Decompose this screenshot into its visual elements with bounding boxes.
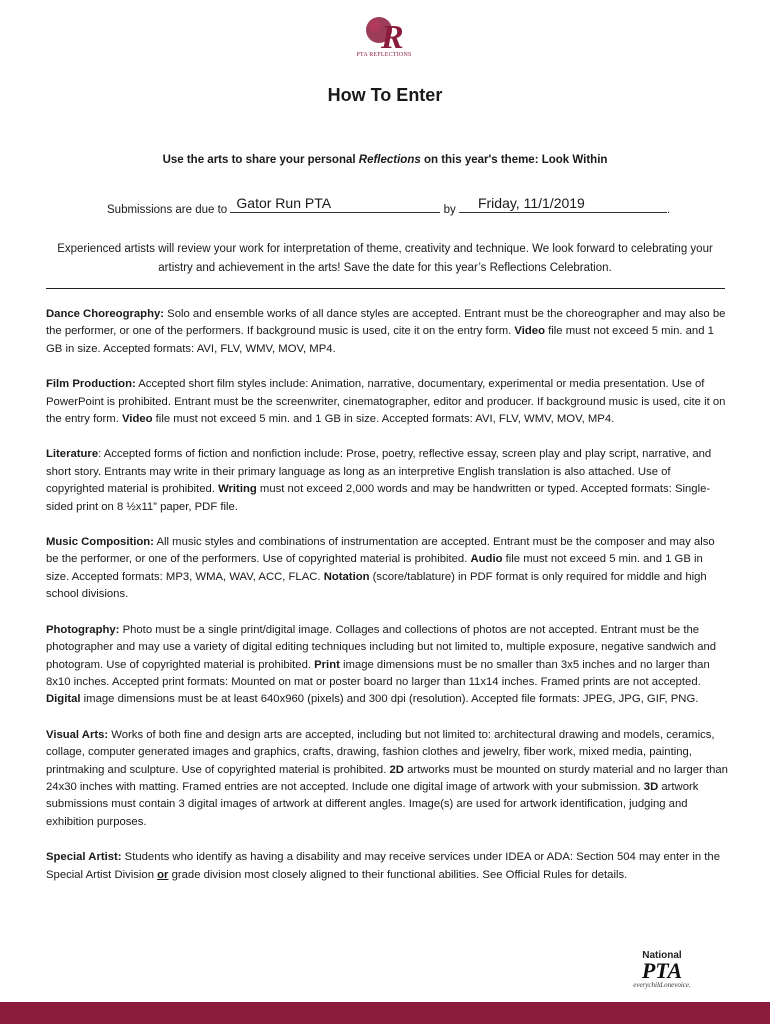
section-literature (46, 446, 728, 516)
pta-wordmark: PTA (641, 958, 683, 983)
section-film-production (46, 376, 728, 428)
section-bold-text: Dance Choreography: (46, 308, 165, 320)
pta-tagline: everychild.onevoice. (633, 981, 691, 989)
theme-line (0, 154, 770, 166)
section-text: (score/tablature) in PDF format is only required for middle and high school divisions. (46, 570, 707, 601)
section-text: artwork submissions must contain 3 digital images of artwork at different angles. Image(s) are used for artwork identification, judging and exhibition purposes. (46, 780, 699, 828)
section-photography (46, 622, 728, 709)
section-text: Photo must be a single print/digital image. Collages and collections of photos are not accepted. Entrant must be the photographer and may use a variety of digital editing techniques including but not limited to, multiple exposure, negative sandwich and photogram. Use of copyrighted material is prohibited. (46, 623, 717, 671)
section-text: file must not exceed 5 min. and 1 GB in size. Accepted formats: MP3, WMA, WAV, ACC, FLAC. (46, 553, 703, 583)
theme-emphasis: Reflections (358, 154, 421, 166)
section-bold-text: Notation (323, 570, 370, 583)
theme-suffix: on this year's theme: Look Within (420, 154, 608, 166)
section-bold-text: Visual Arts: (46, 728, 109, 741)
reflections-r-logo-icon (359, 12, 409, 54)
section-bold-text: Music Composition: (46, 536, 154, 549)
section-text: All music styles and combinations of instrumentation are accepted. Entrant must be the composer and may also be the performer, or one of the performers. Use of copyrighted material is prohibited. (46, 536, 715, 566)
page-title: How To Enter (327, 85, 443, 105)
section-bold-text: Film Production: (46, 378, 136, 391)
due-line (107, 195, 671, 216)
section-bold-text: Digital (46, 693, 81, 706)
section-text: Accepted short film styles include: Animation, narrative, documentary, experimental or media presentation. Use of PowerPoint is prohibited. Entrant must be the screenwriter, cinematographer, editor and producer. If background music is used, cite it on the entry form. (46, 378, 726, 426)
section-text: Solo and ensemble works of all dance styles are accepted. Entrant must be the choreographer and may also be the performer, or one of the performers. If background music is used, cite it on the entry form. (46, 308, 726, 338)
due-end: . (666, 204, 671, 216)
section-bold-text: or (157, 868, 169, 881)
section-text: must not exceed 2,000 words and may be handwritten or typed. Accepted formats: Single-sided print on 8 ½x11” paper, PDF file. (46, 483, 711, 513)
organization-value: Gator Run PTA (236, 195, 332, 211)
national-pta-logo (622, 950, 702, 989)
section-bold-text: Audio (470, 553, 503, 566)
bottom-brand-bar (0, 1002, 770, 1024)
section-bold-text: 3D (643, 780, 659, 793)
theme-prefix: Use the arts to share your personal (162, 154, 359, 166)
svg-text:R: R (381, 19, 404, 54)
section-bold-text: Writing (218, 483, 257, 496)
section-text: Works of both fine and design arts are accepted, including but not limited to: architectural drawing and models, ceramics, collage, computer generated images and graphics, crafts, drawing, fashion clothes and jewelry, fiber work, mixed media, painting, printmaking and sculpture. Use of copyrighted material is prohibited. (46, 728, 715, 776)
section-text: image dimensions must be at least 640x960 (pixels) and 300 dpi (resolution). Accepted file formats: JPEG, JPG, GIF, PNG. (80, 693, 699, 706)
section-text: image dimensions must be no smaller than 3x5 inches and no larger than 8x10 inches. Accepted print formats: Mounted on mat or poster board no larger than 11x14 inches. Framed prints are not accepted. (46, 658, 710, 688)
section-bold-text: Photography: (46, 623, 120, 636)
date-value: Friday, 11/1/2019 (477, 195, 585, 211)
section-bold-text: Literature (46, 448, 99, 461)
section-text: artworks must be mounted on sturdy material and no larger than 24x30 inches with matting. Framed entries are not accepted. Include one digital image of artwork with your submission. (46, 763, 728, 793)
category-sections (46, 306, 728, 902)
section-visual-arts (46, 727, 728, 831)
section-dance-choreography (46, 306, 728, 358)
section-text: : Accepted forms of fiction and nonfiction include: Prose, poetry, reflective essay, screen play and play script, narrative, and short story. Entrants may write in their primary language as long as an interpretive English translation is also attached. Use of copyrighted material is prohibited. (46, 448, 712, 496)
section-bold-text: Video (514, 325, 545, 338)
organization-field[interactable] (230, 195, 440, 213)
section-bold-text: Special Artist: (46, 851, 122, 864)
section-text: file must not exceed 5 min. and 1 GB in size. Accepted formats: AVI, FLV, WMV, MOV, MP4. (46, 325, 714, 355)
section-music-composition (46, 534, 728, 604)
logo-caption: PTA REFLECTIONS (356, 52, 412, 58)
section-special-artist (46, 849, 728, 884)
section-text: grade division most closely aligned to their functional abilities. See Official Rules for details. (168, 868, 628, 881)
section-bold-text: Print (314, 658, 340, 671)
pta-national-label: National (642, 950, 682, 961)
due-by: by (443, 204, 456, 216)
section-bold-text: 2D (389, 763, 404, 776)
section-text: Students who identify as having a disability and may receive services under IDEA or ADA: Section 504 may enter in the Special Artist Division (46, 851, 720, 881)
pta-reflections-logo (352, 12, 416, 66)
divider (46, 288, 725, 289)
date-field[interactable] (459, 195, 667, 213)
intro-paragraph: Experienced artists will review your work for interpretation of theme, creativity and technique. We look forward to celebrating your artistry and achievement in the arts! Save the date for this year’s Reflections Celebration. (57, 243, 713, 274)
section-text: file must not exceed 5 min. and 1 GB in size. Accepted formats: AVI, FLV, WMV, MOV, MP4. (152, 413, 615, 426)
due-prefix: Submissions are due to (107, 204, 228, 216)
section-bold-text: Video (121, 413, 153, 426)
